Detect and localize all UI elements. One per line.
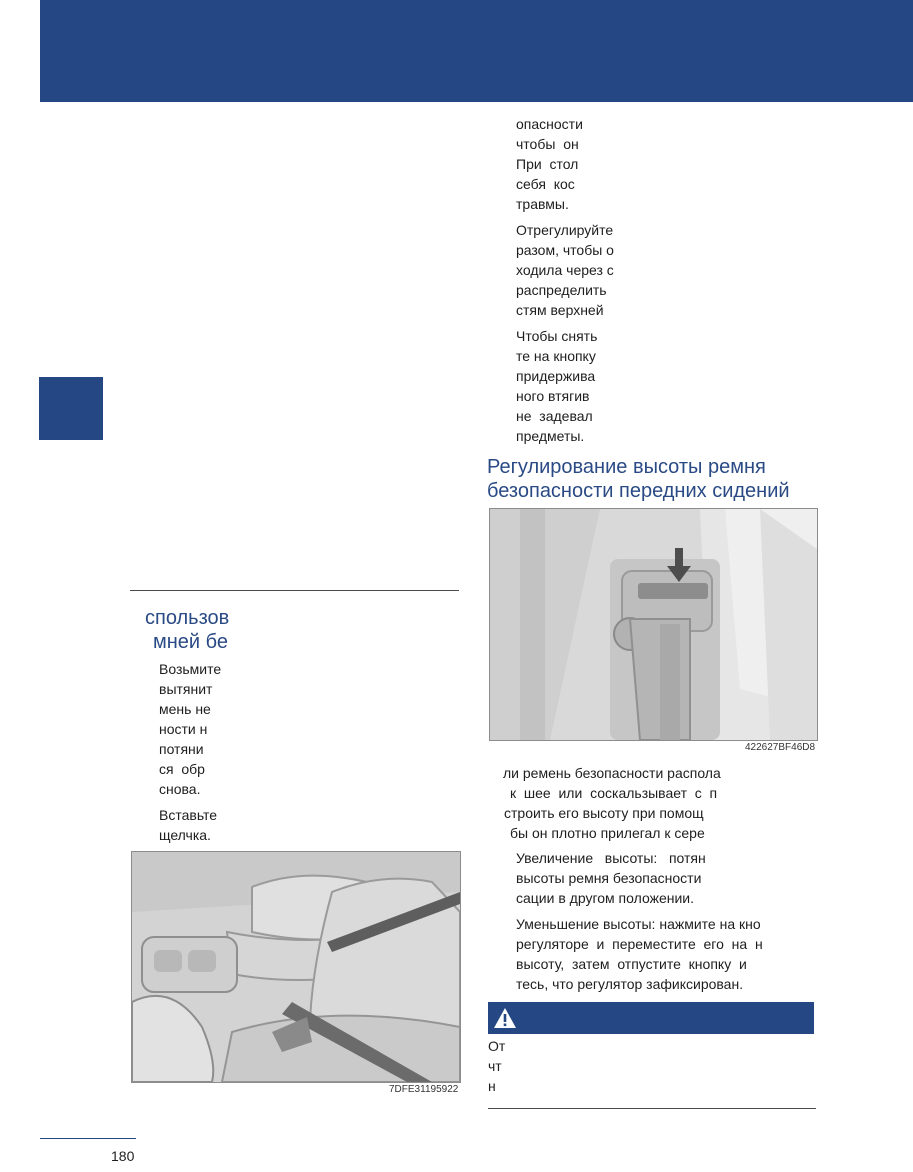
text-line: ходила через с — [516, 262, 614, 278]
text-line: щелчка. — [159, 827, 211, 843]
text-line: вытянит — [159, 681, 213, 697]
text-line: придержива — [516, 368, 596, 384]
text-line: н — [488, 1078, 496, 1094]
warning-bar — [488, 1002, 814, 1034]
footer-rule — [40, 1138, 136, 1139]
text-line: высоты ремня безопасности — [516, 870, 702, 886]
text-line: строить его высоту при помощ — [504, 805, 704, 821]
section-heading: безопасности передних сидений — [487, 480, 790, 502]
text-line: высоту, затем отпустите кнопку и — [516, 956, 747, 972]
text-line: регуляторе и переместите его на н — [516, 936, 763, 952]
text-line: чтобы он — [516, 136, 579, 152]
text-line: тесь, что регулятор зафиксирован. — [516, 976, 744, 992]
text-line: бы он плотно прилегал к сере — [510, 825, 705, 841]
text-line: ного втягив — [516, 388, 590, 404]
text-line: стям верхней — [516, 302, 604, 318]
down-arrow-icon — [667, 548, 691, 582]
header-band — [40, 0, 913, 102]
text-line: Отрегулируйте — [516, 222, 614, 238]
text-line: ности н — [159, 721, 208, 737]
text-line: ли ремень безопасности распола — [503, 765, 721, 781]
text-line: опасности — [516, 116, 583, 132]
left-section-heading: спользов — [145, 607, 230, 629]
text-line: Чтобы снять — [516, 328, 598, 344]
text-line: травмы. — [516, 196, 569, 212]
text-line: распределить — [516, 282, 607, 298]
text-line: Вставьте — [159, 807, 218, 823]
text-line: Увеличение высоты: потян — [516, 850, 706, 866]
text-line: ся обр — [159, 761, 205, 777]
text-line: потяни — [159, 741, 204, 757]
text-line: мень не — [159, 701, 211, 717]
text-line: При стол — [516, 156, 579, 172]
belt-height-adjuster-illustration — [489, 508, 818, 741]
section-rule — [130, 590, 459, 591]
text-line: снова. — [159, 781, 201, 797]
text-line: сации в другом положении. — [516, 890, 694, 906]
left-section-heading: мней бе — [153, 631, 228, 653]
text-line: не задевал — [516, 408, 593, 424]
figure-caption: 7DFE31195922 — [389, 1084, 459, 1095]
seat-belt-illustration — [131, 851, 461, 1083]
page-number: 180 — [111, 1148, 135, 1164]
text-line: От — [488, 1038, 506, 1054]
text-line: предметы. — [516, 428, 585, 444]
text-line: себя кос — [516, 176, 575, 192]
warning-end-rule — [488, 1108, 816, 1109]
text-line: разом, чтобы о — [516, 242, 614, 258]
chapter-side-tab — [39, 377, 103, 440]
text-line: Возьмите — [159, 661, 222, 677]
text-line: те на кнопку — [516, 348, 596, 364]
text-line: к шее или соскальзывает с п — [510, 785, 718, 801]
figure-caption: 422627BF46D8 — [745, 742, 816, 753]
text-line: чт — [488, 1058, 502, 1074]
text-line: Уменьшение высоты: нажмите на кно — [516, 916, 761, 932]
section-heading: Регулирование высоты ремня — [487, 456, 766, 478]
warning-triangle-icon — [493, 1007, 517, 1029]
